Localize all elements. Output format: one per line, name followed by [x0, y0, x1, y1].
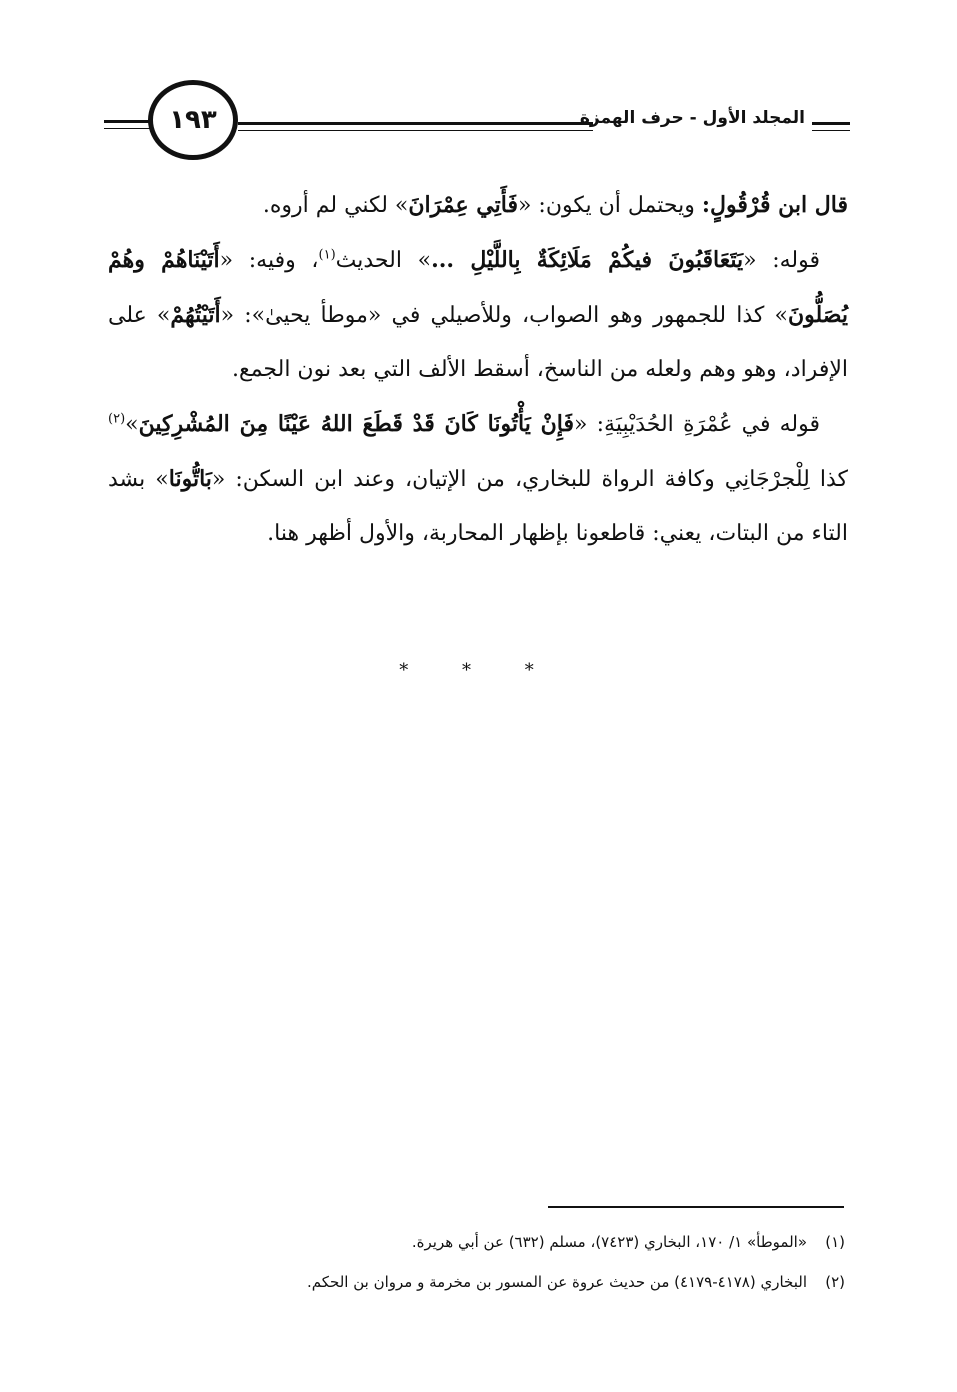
footnote-marker: (١)	[318, 247, 336, 263]
footnote-2	[100, 1262, 845, 1302]
header-rule-left	[104, 120, 152, 123]
footnotes	[100, 1222, 845, 1302]
footnote-rule	[548, 1206, 844, 1208]
text-segment: كذا لِلْجرْجَانِي وكافة الرواة للبخاري، من الإتيان، وعند ابن السكن: «	[211, 467, 849, 492]
footnote-marker: (٢)	[108, 411, 126, 427]
footnote-text: «الموطأ» ١/ ١٧٠، البخاري (٧٤٢٣)، مسلم (٦٣٢) عن أبي هريرة.	[411, 1233, 807, 1251]
author-name: قال ابن قُرْقُولٍ:	[701, 192, 848, 218]
footnote-1	[100, 1222, 845, 1262]
quoted-phrase: فَإِنْ يَأْتُونَا كَانَ قَدْ قَطَعَ اللهُ عَيْنًا مِنَ المُشْرِكِينَ	[138, 411, 575, 437]
page-header	[100, 80, 860, 180]
footnote-number: (١)	[825, 1233, 845, 1251]
text-segment: ، وفيه: «	[219, 248, 319, 273]
text-segment: ويحتمل أن يكون: «	[517, 193, 702, 218]
header-rule-right	[812, 122, 850, 125]
quoted-phrase: بَاتُّونَا	[168, 466, 212, 492]
paragraph-2	[108, 233, 848, 397]
text-segment: » كذا للجمهور وهو الصواب، وللأصيلي في «موطأ يحيىٰ»: «	[220, 303, 788, 328]
footnote-number: (٢)	[825, 1273, 845, 1291]
quoted-phrase: فَأَتِي عِمْرَانَ	[408, 192, 518, 218]
quoted-phrase: أَتَيْنَاهُمْ وهُمْ يُصَلُّونَ	[108, 247, 849, 328]
main-text	[108, 178, 848, 561]
text-segment: » الحديث	[335, 248, 432, 273]
quoted-phrase: أَتَيْتُهُمْ	[170, 302, 221, 328]
page-number: ١٩٣	[148, 80, 238, 160]
quoted-phrase: يَتَعَاقَبُونَ فيكُمْ مَلَائِكَةٌ بِاللَّيْلِ ...	[431, 247, 744, 273]
section-separator: * * *	[399, 660, 558, 681]
text-segment: » لكني لم أروه.	[262, 193, 409, 218]
running-title: المجلد الأول - حرف الهمزة	[579, 108, 805, 128]
header-rule-middle	[238, 122, 593, 125]
paragraph-1	[108, 178, 848, 233]
text-segment: » على الإفراد، وهو وهم ولعله من الناسخ، أسقط الألف التي بعد نون الجمع.	[108, 303, 848, 382]
text-segment: » بشد التاء من البتات، يعني: قاطعونا بإظهار المحاربة، والأول أظهر هنا.	[108, 467, 848, 546]
footnote-text: البخاري (٤١٧٨-٤١٧٩) من حديث عروة عن المسور بن مخرمة و مروان بن الحكم.	[307, 1273, 807, 1291]
text-segment: »	[125, 412, 139, 437]
text-segment: قوله في عُمْرَةِ الحُدَيْبِيَةِ: «	[574, 412, 820, 437]
paragraph-3	[108, 397, 848, 561]
text-segment: قوله: «	[743, 248, 820, 273]
